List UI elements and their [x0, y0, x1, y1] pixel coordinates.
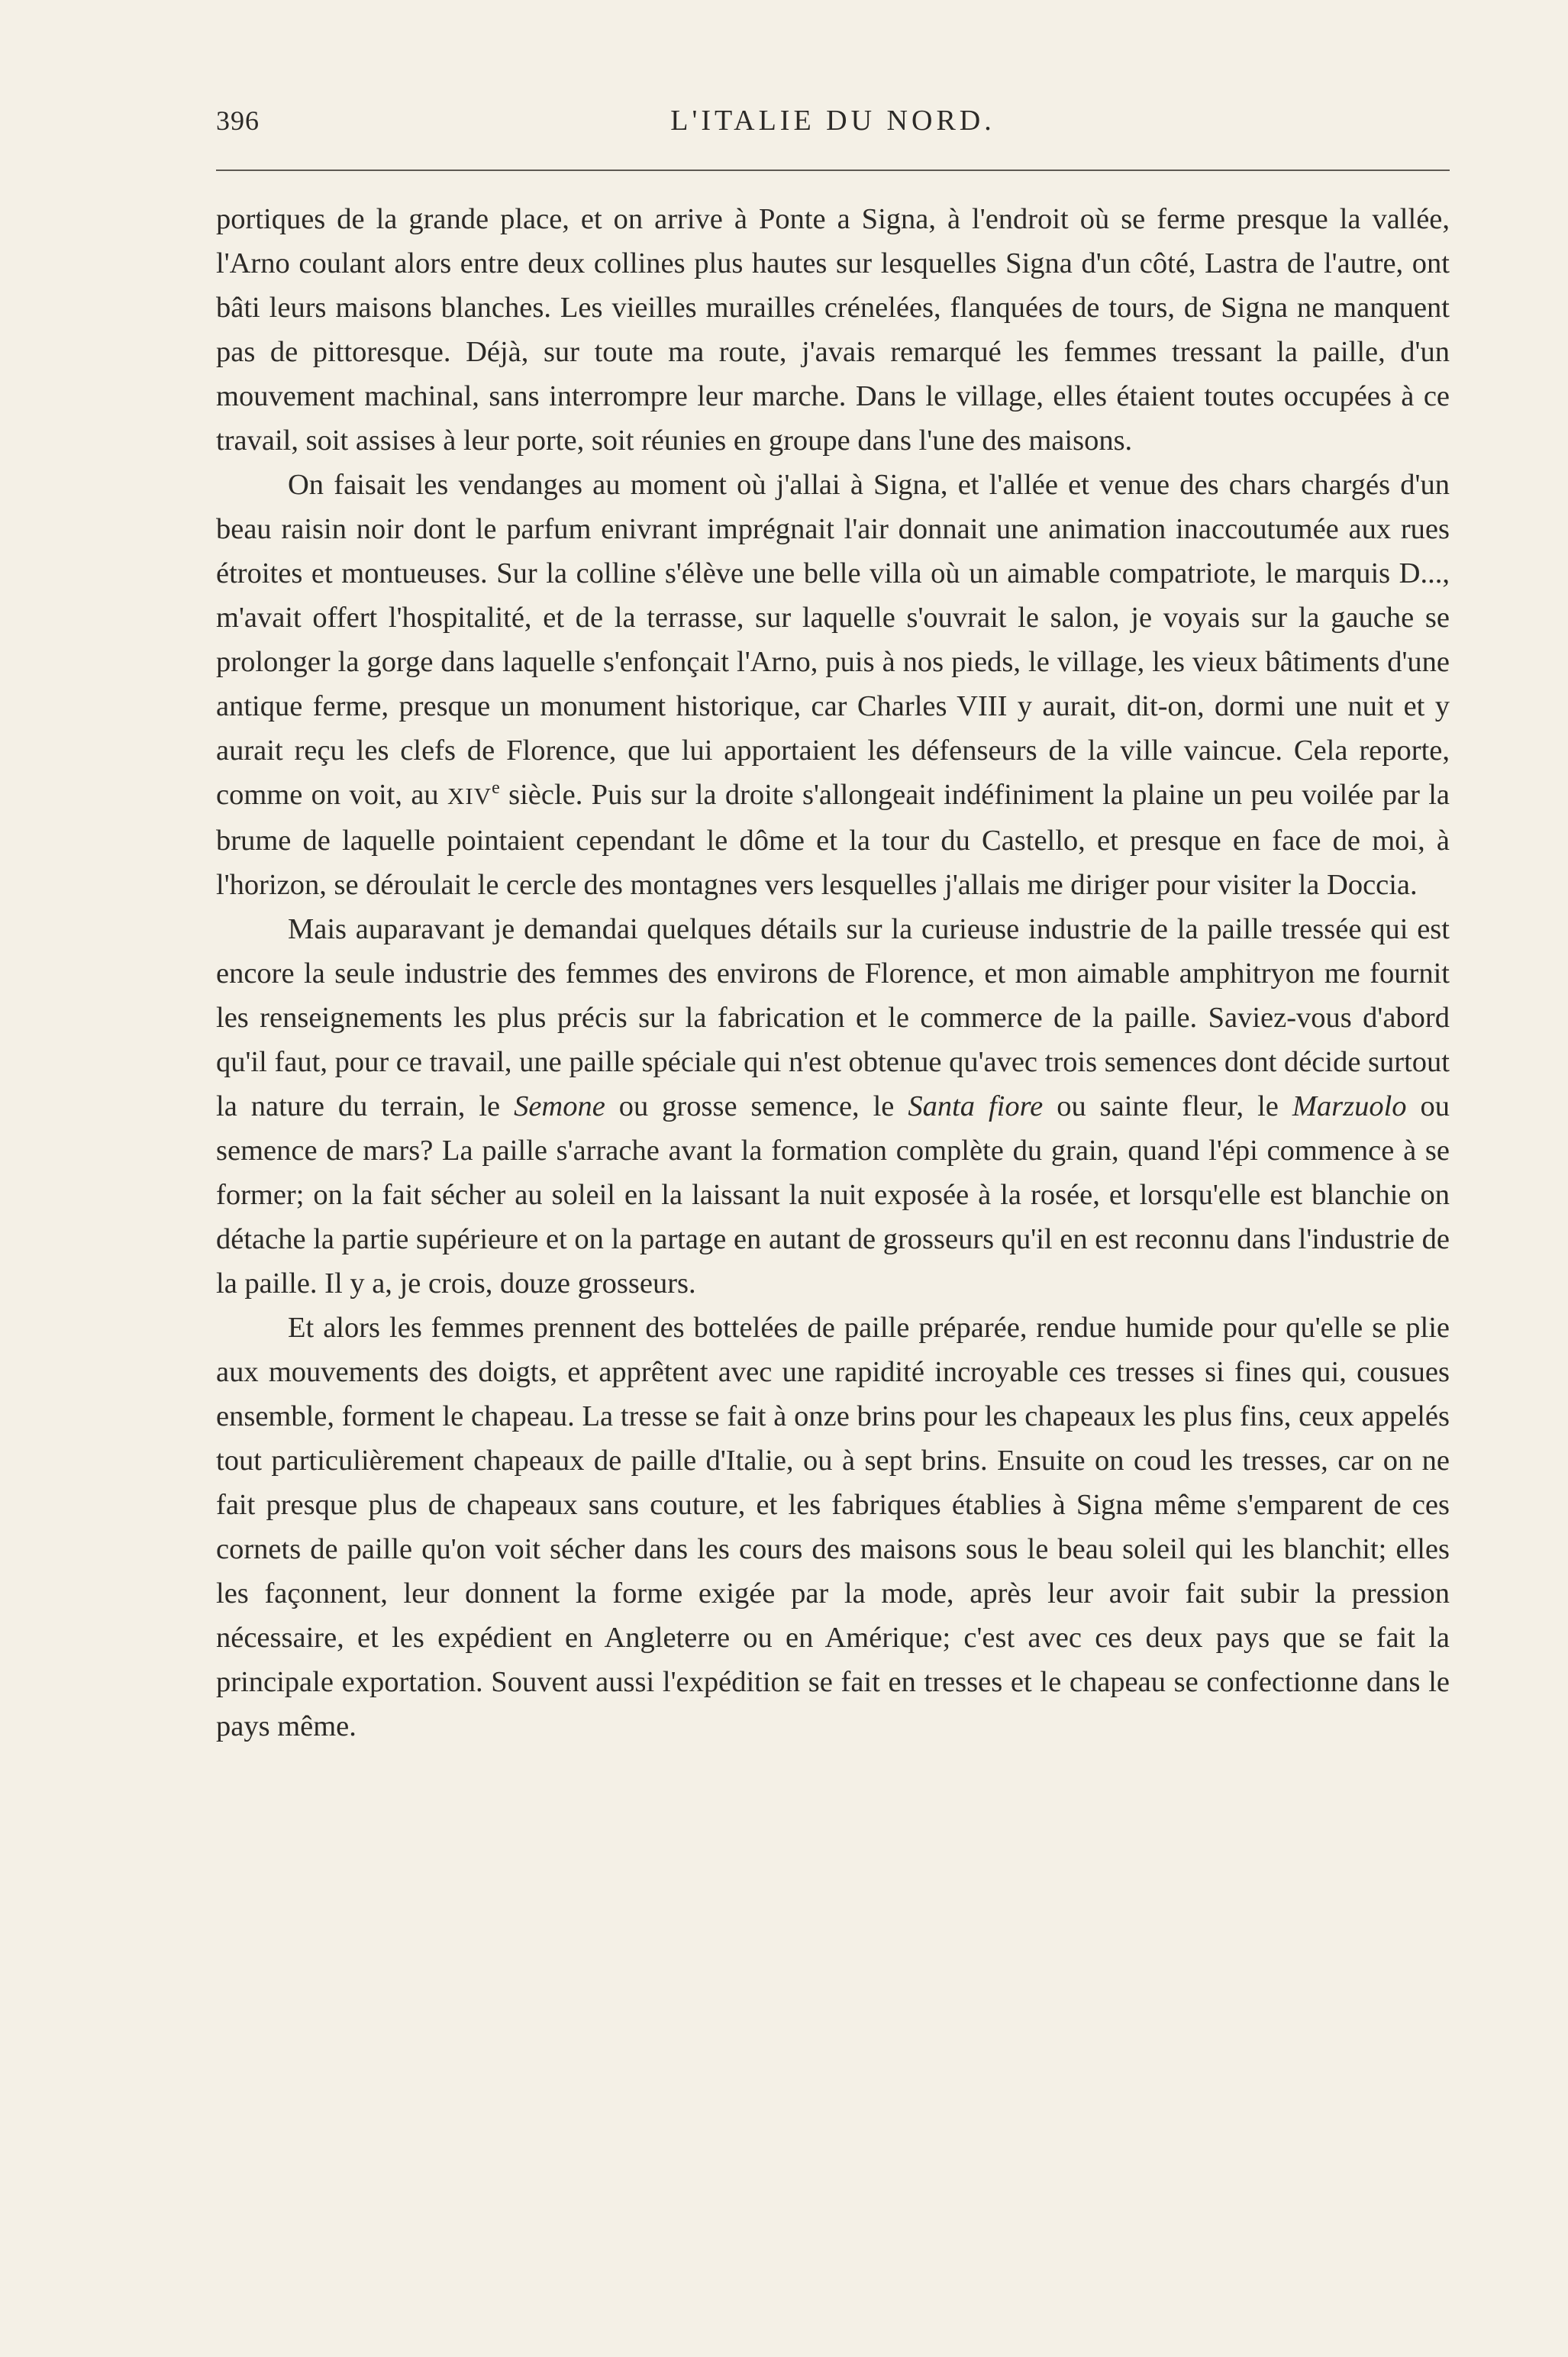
paragraph-3-text-part-1: Mais auparavant je demandai quelques détails sur la curieuse industrie de la paille tressée qui est encore la seule industrie des femmes des environs de Florence, et mon aimable amphitryon me fournit les renseignements les plus précis sur la fabrication et le commerce de la paille. Saviez-vous d'abord qu'il faut, pour ce travail, une paille spéciale qui n'est obtenue qu'avec trois semences dont décide surtout la nature du terrain, le	[216, 913, 1450, 1122]
paragraph-1	[216, 197, 1450, 463]
paragraph-3	[216, 907, 1450, 1306]
paragraph-4-text: Et alors les femmes prennent des bottelées de paille préparée, rendue humide pour qu'elle se plie aux mouvements des doigts, et apprêtent avec une rapidité incroyable ces tresses si fines qui, cousues ensemble, forment le chapeau. La tresse se fait à onze brins pour les chapeaux les plus fins, ceux appelés tout particulièrement chapeaux de paille d'Italie, ou à sept brins. Ensuite on coud les tresses, car on ne fait presque plus de chapeaux sans couture, et les fabriques établies à Signa même s'emparent de ces cornets de paille qu'on voit sécher dans les cours des maisons sous le beau soleil qui les blanchit; elles les façonnent, leur donnent la forme exigée par la mode, après leur avoir fait subir la pression nécessaire, et les expédient en Angleterre ou en Amérique; c'est avec ces deux pays que se fait la principale exportation. Souvent aussi l'expédition se fait en tresses et le chapeau se confectionne dans le pays même.	[216, 1312, 1450, 1742]
century-roman-numeral: XIV	[447, 783, 492, 809]
italic-semone: Semone	[514, 1090, 605, 1122]
page-number: 396	[216, 105, 260, 136]
main-text	[216, 197, 1450, 1748]
paragraph-4	[216, 1306, 1450, 1748]
italic-santa-fiore: Santa fiore	[908, 1090, 1044, 1122]
paragraph-3-text-part-4: ou semence de mars? La paille s'arrache avant la formation complète du grain, quand l'épi commence à se former; on la fait sécher au soleil en la laissant la nuit exposée à la rosée, et lorsqu'elle est blanchie on détache la partie supérieure et on la partage en autant de grosseurs qu'il en est reconnu dans l'industrie de la paille. Il y a, je crois, douze grosseurs.	[216, 1090, 1450, 1300]
paragraph-1-text: portiques de la grande place, et on arrive à Ponte a Signa, à l'endroit où se ferme presque la vallée, l'Arno coulant alors entre deux collines plus hautes sur lesquelles Signa d'un côté, Lastra de l'autre, ont bâti leurs maisons blanches. Les vieilles murailles crénelées, flanquées de tours, de Signa ne manquent pas de pittoresque. Déjà, sur toute ma route, j'avais remarqué les femmes tressant la paille, d'un mouvement machinal, sans interrompre leur marche. Dans le village, elles étaient toutes occupées à ce travail, soit assises à leur porte, soit réunies en groupe dans l'une des maisons.	[216, 203, 1450, 457]
paragraph-2	[216, 463, 1450, 907]
paragraph-3-text-part-3: ou sainte fleur, le	[1043, 1090, 1292, 1122]
paragraph-2-text-start: On faisait les vendanges au moment où j'allai à Signa, et l'allée et venue des chars chargés d'un beau raisin noir dont le parfum enivrant imprégnait l'air donnait une animation inaccoutumée aux rues étroites et montueuses. Sur la colline s'élève une belle villa où un aimable compatriote, le marquis D..., m'avait offert l'hospitalité, et de la terrasse, sur laquelle s'ouvrait le salon, je voyais sur la gauche se prolonger la gorge dans laquelle s'enfonçait l'Arno, puis à nos pieds, le village, les vieux bâtiments d'une antique ferme, presque un monument historique, car Charles VIII y aurait, dit-on, dormi une nuit et y aurait reçu les clefs de Florence, que lui apportaient les défenseurs de la ville vaincue. Cela reporte, comme on voit, au	[216, 469, 1450, 811]
running-title: L'ITALIE DU NORD.	[670, 105, 995, 137]
paragraph-2-text-end: siècle. Puis sur la droite s'allongeait indéfiniment la plaine un peu voilée par la brume de laquelle pointaient cependant le dôme et la tour du Castello, et presque en face de moi, à l'horizon, se déroulait le cercle des montagnes vers lesquelles j'allais me diriger pour visiter la Doccia.	[216, 779, 1450, 901]
paragraph-3-text-part-2: ou grosse semence, le	[605, 1090, 908, 1122]
header-rule	[216, 170, 1450, 171]
century-superscript: e	[492, 778, 500, 799]
page-header	[216, 99, 1450, 142]
italic-marzuolo: Marzuolo	[1292, 1090, 1407, 1122]
